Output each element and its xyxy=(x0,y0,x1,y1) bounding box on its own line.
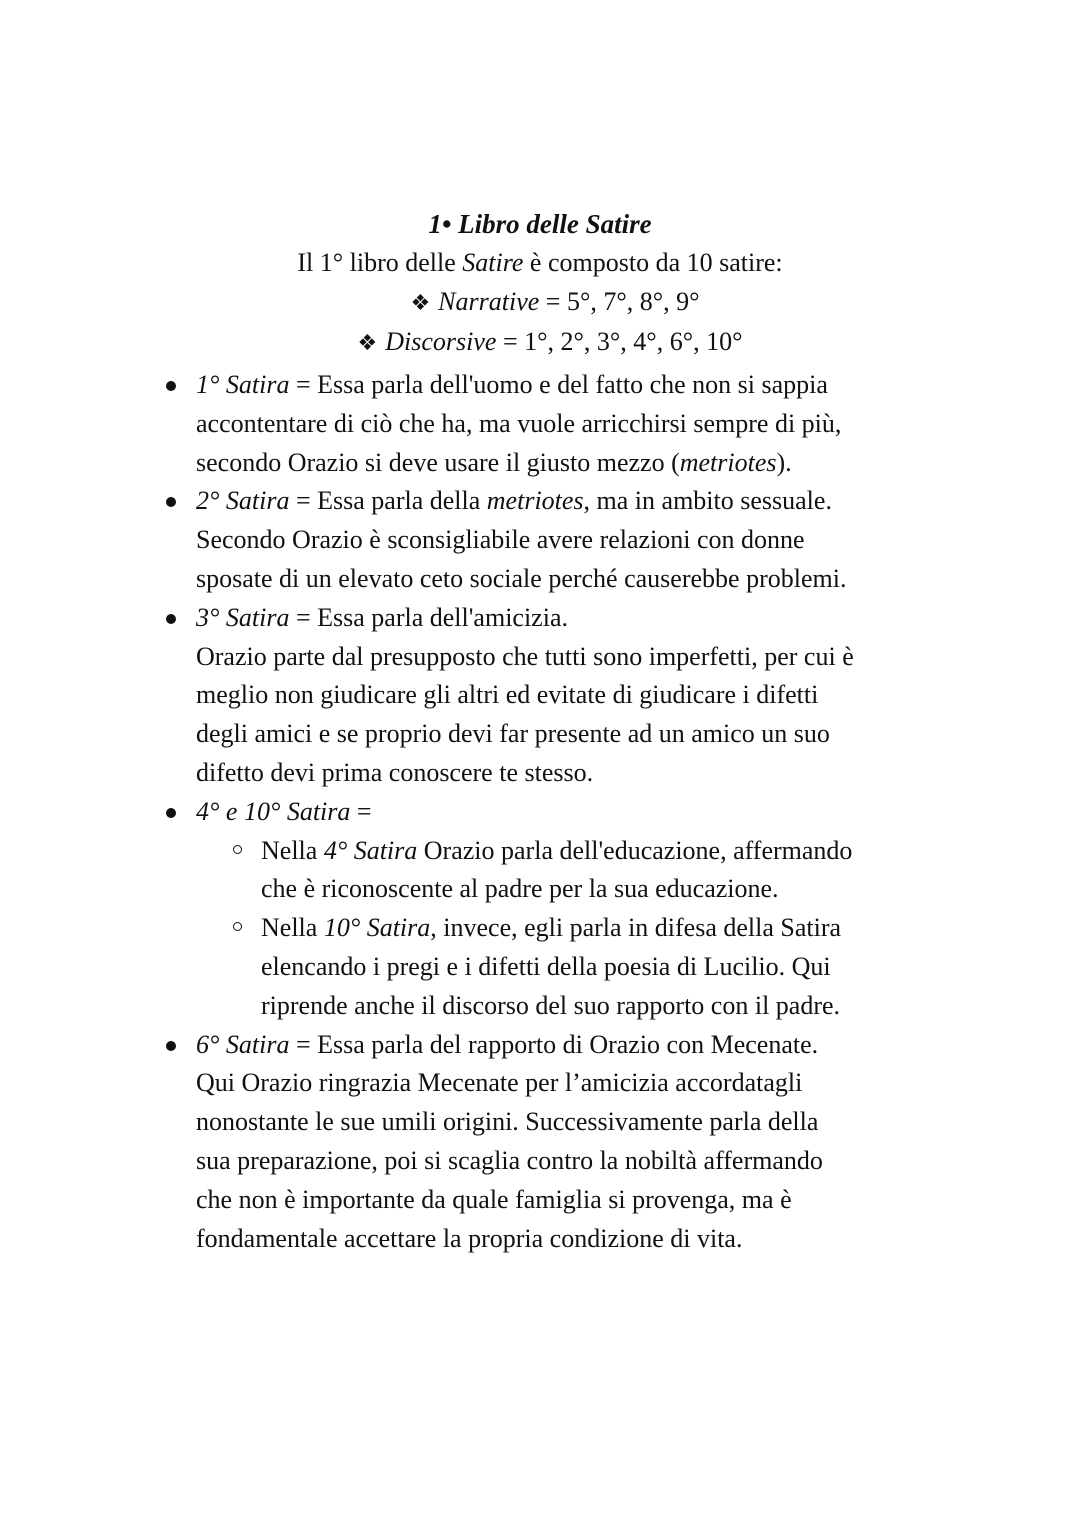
text-line: nonostante le sue umili origini. Successivamente parla della xyxy=(196,1107,819,1137)
diamond-bullet-icon: ❖ xyxy=(357,331,378,356)
text-line xyxy=(261,832,956,871)
category-values: = 1°, 2°, 3°, 4°, 6°, 10° xyxy=(496,327,743,356)
italic-term: metriotes xyxy=(486,486,584,516)
diamond-bullet-icon: ❖ xyxy=(410,290,431,316)
text-span: = Essa parla dell'uomo e del fatto che non si sappia xyxy=(289,370,828,399)
text-span: = Essa parla della xyxy=(289,486,487,516)
text-span: secondo Orazio si deve usare il giusto mezzo ( xyxy=(196,447,680,477)
category-label: Discorsive xyxy=(385,327,497,356)
text-line: Orazio parte dal presupposto che tutti sono imperfetti, per cui è xyxy=(196,641,854,671)
text-line xyxy=(196,482,956,521)
italic-term: 10° Satira xyxy=(323,913,431,943)
text-line xyxy=(196,599,956,638)
item-label: 4° e 10° Satira xyxy=(196,796,351,826)
text-span: = Essa parla del rapporto di Orazio con Mecenate. xyxy=(289,1029,819,1059)
sub-item-satira-10 xyxy=(261,909,956,1025)
item-label: 1° Satira xyxy=(196,370,290,399)
bullet-icon xyxy=(166,614,176,624)
text-span: Orazio parla dell'educazione, affermando xyxy=(417,835,853,865)
text-line xyxy=(261,909,956,948)
text-line: fondamentale accettare la propria condizione di vita. xyxy=(196,1223,743,1253)
bullet-icon xyxy=(166,1041,176,1051)
text-line: meglio non giudicare gli altri ed evitate di giudicare i difetti xyxy=(196,680,819,710)
category-narrative xyxy=(0,283,1080,324)
bullet-icon xyxy=(166,808,176,818)
satire-list xyxy=(196,366,956,1258)
list-item-satira-6 xyxy=(196,1026,956,1259)
text-line: degli amici e se proprio devi far presente ad un amico un suo xyxy=(196,719,830,749)
text-span: , invece, egli parla in difesa della Satira xyxy=(430,913,842,943)
list-item-satira-3 xyxy=(196,599,956,793)
text-span: = xyxy=(350,796,372,826)
list-item-satira-4-10 xyxy=(196,793,956,1026)
text-span: = Essa parla dell'amicizia. xyxy=(289,602,568,632)
intro-suffix: è composto da 10 satire: xyxy=(523,248,783,277)
category-discorsive xyxy=(0,323,1080,364)
text-line: Qui Orazio ringrazia Mecenate per l’amicizia accordatagli xyxy=(196,1068,803,1098)
intro-satire-word: Satire xyxy=(462,248,524,277)
hollow-bullet-icon xyxy=(233,845,242,854)
text-line: riprende anche il discorso del suo rapporto con il padre. xyxy=(261,990,841,1020)
italic-term: 4° Satira xyxy=(323,835,418,865)
text-line xyxy=(196,366,956,405)
text-line: Secondo Orazio è sconsigliabile avere relazioni con donne xyxy=(196,525,805,555)
category-values: = 5°, 7°, 8°, 9° xyxy=(539,286,700,316)
text-line: che è riconoscente al padre per la sua educazione. xyxy=(261,874,779,904)
text-line xyxy=(196,444,956,483)
intro-line xyxy=(0,244,1080,283)
text-line xyxy=(196,793,956,832)
bullet-icon xyxy=(166,381,176,391)
item-label: 3° Satira xyxy=(196,602,290,632)
text-line: che non è importante da quale famiglia si provenga, ma è xyxy=(196,1184,792,1214)
category-label: Narrative xyxy=(438,286,540,316)
list-item-satira-2 xyxy=(196,482,956,598)
page-title: 1• Libro delle Satire xyxy=(428,209,652,239)
text-line: sposate di un elevato ceto sociale perché causerebbe problemi. xyxy=(196,563,847,593)
intro-block xyxy=(0,244,1080,364)
item-label: 6° Satira xyxy=(196,1029,290,1059)
text-line: sua preparazione, poi si scaglia contro la nobiltà affermando xyxy=(196,1145,823,1175)
text-span: Nella xyxy=(261,913,324,943)
text-line: difetto devi prima conoscere te stesso. xyxy=(196,757,594,787)
text-span: ). xyxy=(776,447,792,477)
italic-term: metriotes xyxy=(679,447,777,477)
list-item-satira-1 xyxy=(196,366,956,482)
text-span: Nella xyxy=(261,835,324,865)
sub-item-satira-4 xyxy=(261,832,956,910)
hollow-bullet-icon xyxy=(233,922,242,931)
text-line xyxy=(196,1026,956,1065)
text-line: elencando i pregi e i difetti della poesia di Lucilio. Qui xyxy=(261,951,831,981)
item-label: 2° Satira xyxy=(196,486,290,516)
text-span: , ma in ambito sessuale. xyxy=(583,486,832,516)
intro-prefix: Il 1° libro delle xyxy=(297,248,463,277)
bullet-icon xyxy=(166,497,176,507)
text-line: accontentare di ciò che ha, ma vuole arricchirsi sempre di più, xyxy=(196,408,842,438)
